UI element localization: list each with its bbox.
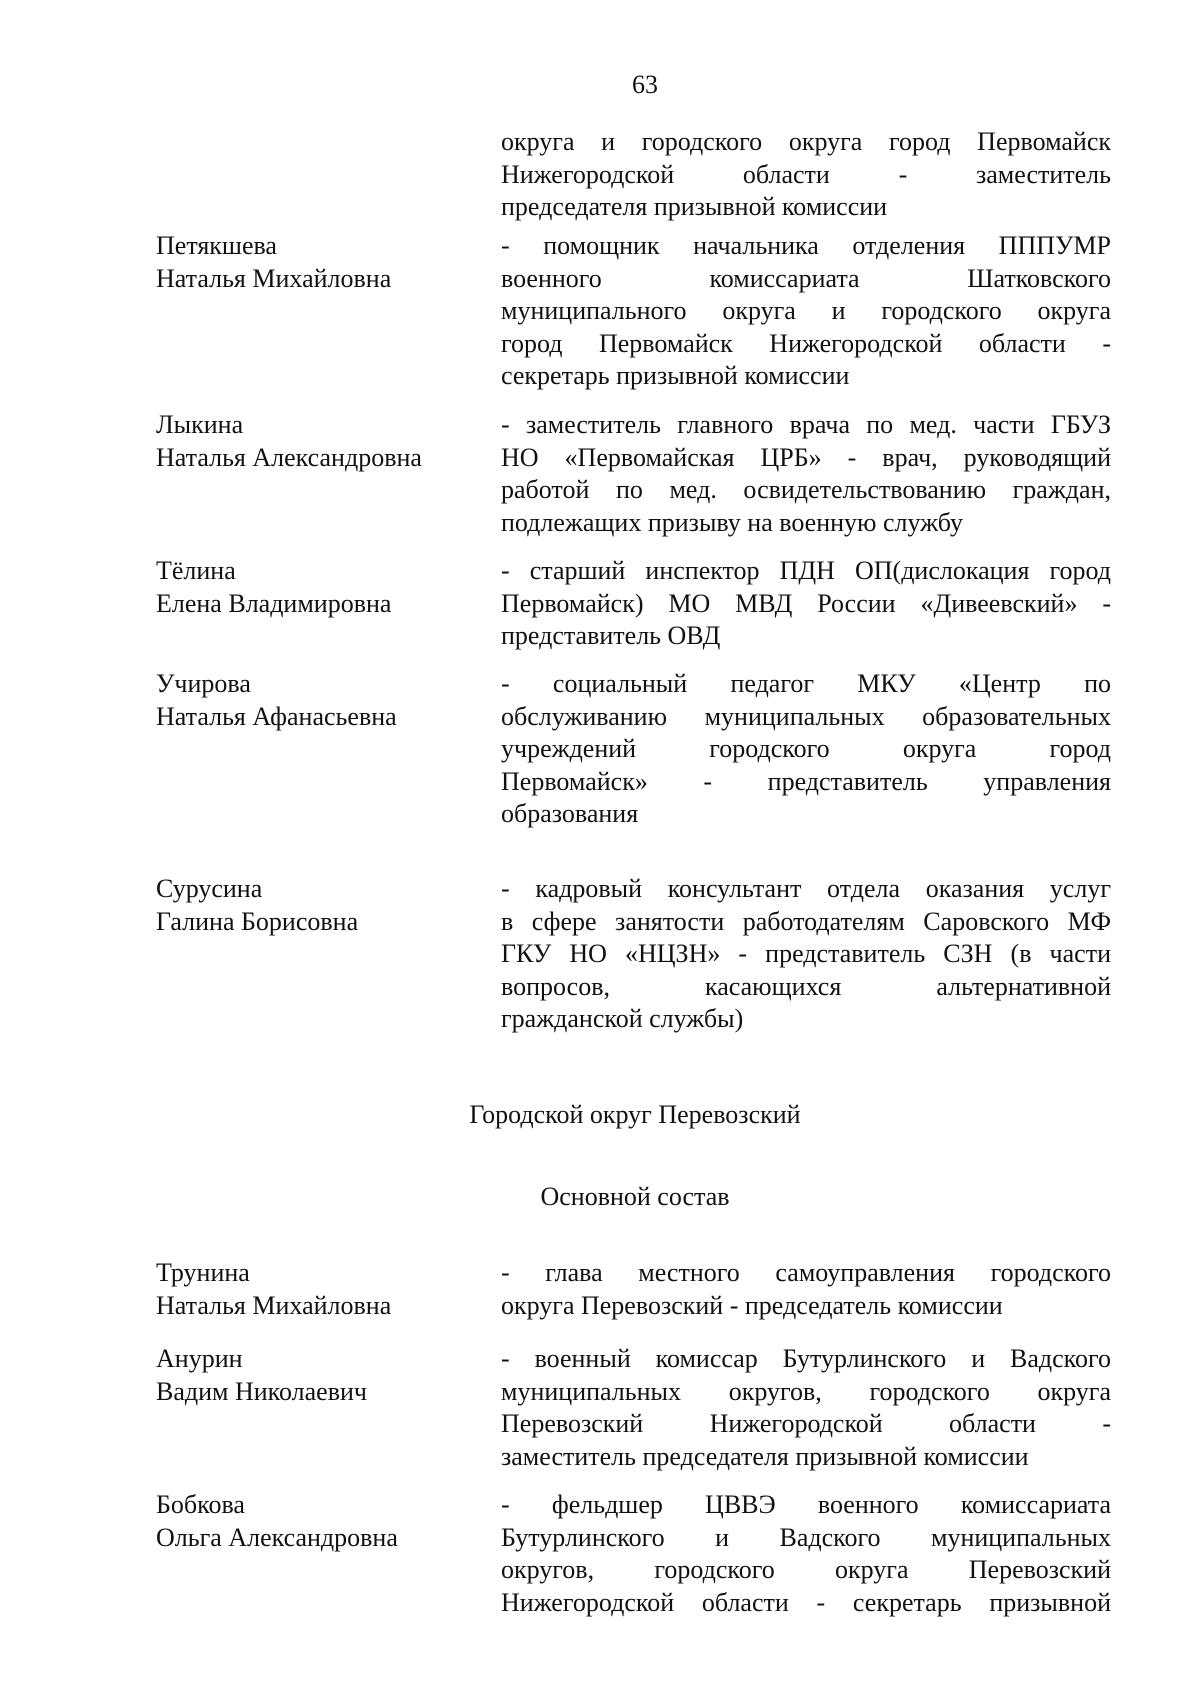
member-given-name: Ольга Александровна	[156, 1522, 398, 1552]
member-surname: Сурусина	[156, 874, 263, 903]
member-name	[156, 668, 486, 733]
description-line: - помощник начальника отделения ПППУМР	[501, 231, 1111, 260]
member-given-name: Галина Борисовна	[156, 906, 359, 936]
member-role	[501, 555, 1111, 653]
member-name	[156, 1489, 486, 1554]
member-name	[156, 873, 486, 938]
page-number: 63	[632, 70, 658, 99]
member-role	[501, 230, 1111, 393]
description-line: подлежащих призыву на военную службу	[501, 507, 963, 537]
description-line: представитель ОВД	[501, 621, 721, 650]
member-name	[156, 409, 486, 474]
description-line: ГКУ НО «НЦЗН» - представитель СЗН (в части	[501, 939, 1111, 968]
member-role	[501, 873, 1111, 1036]
member-surname: Анурин	[156, 1344, 243, 1373]
description-line: - фельдшер ЦВВЭ военного комиссариата	[501, 1490, 1111, 1519]
description-line: - военный комиссар Бутурлинского и Вадского	[501, 1344, 1111, 1373]
description-line: учреждений городского округа город	[501, 734, 1111, 763]
member-given-name: Наталья Михайловна	[156, 263, 392, 293]
member-name	[156, 555, 486, 620]
description-line: - заместитель главного врача по мед. части ГБУЗ	[501, 410, 1111, 439]
description-line: - кадровый консультант отдела оказания услуг	[501, 874, 1111, 903]
member-surname: Учирова	[156, 669, 251, 698]
description-line: заместитель председателя призывной комиссии	[501, 1441, 1029, 1471]
section-title: Городской округ Перевозский	[469, 1100, 801, 1129]
member-role	[501, 1489, 1111, 1619]
member-name	[156, 230, 486, 295]
description-line: округов, городского округа Перевозский	[501, 1555, 1111, 1584]
member-surname: Бобкова	[156, 1490, 245, 1519]
description-line: муниципального округа и городского округа	[501, 296, 1111, 325]
description-line: округа Перевозский - председатель комиссии	[501, 1290, 1003, 1320]
description-line: Нижегородской области - заместитель	[501, 159, 1111, 189]
description-line: город Первомайск Нижегородской области -	[501, 328, 1111, 358]
continuation-description	[501, 126, 1111, 224]
description-line: обслуживанию муниципальных образовательных	[501, 701, 1111, 731]
description-line: секретарь призывной комиссии	[501, 361, 850, 390]
member-given-name: Наталья Александровна	[156, 442, 422, 472]
description-line: НО «Первомайская ЦРБ» - врач, руководящий	[501, 442, 1111, 472]
description-line: муниципальных округов, городского округа	[501, 1376, 1111, 1406]
member-given-name: Наталья Михайловна	[156, 1290, 392, 1320]
description-line: - социальный педагог МКУ «Центр по	[501, 669, 1111, 698]
description-line: - глава местного самоуправления городского	[501, 1258, 1111, 1287]
description-line: Первомайск» - представитель управления	[501, 766, 1111, 796]
member-surname: Тёлина	[156, 556, 236, 585]
member-role	[501, 1343, 1111, 1473]
member-role	[501, 1257, 1111, 1322]
member-role	[501, 668, 1111, 831]
member-given-name: Вадим Николаевич	[156, 1376, 367, 1406]
description-line: Перевозский Нижегородской области -	[501, 1409, 1111, 1438]
description-line: военного комиссариата Шатковского	[501, 263, 1111, 293]
description-line: - старший инспектор ПДН ОП(дислокация город	[501, 556, 1111, 585]
member-surname: Лыкина	[156, 410, 244, 439]
description-line: председателя призывной комиссии	[501, 192, 888, 221]
member-surname: Трунина	[156, 1258, 250, 1287]
member-given-name: Елена Владимировна	[156, 588, 392, 618]
description-line: образования	[501, 799, 639, 828]
description-line: Бутурлинского и Вадского муниципальных	[501, 1522, 1111, 1552]
description-line: Нижегородской области - секретарь призывной	[501, 1587, 1111, 1617]
description-line: в сфере занятости работодателям Саровского МФ	[501, 906, 1111, 936]
member-given-name: Наталья Афанасьевна	[156, 701, 397, 731]
member-name	[156, 1257, 486, 1322]
description-line: работой по мед. освидетельствованию граждан,	[501, 475, 1111, 504]
member-surname: Петякшева	[156, 231, 277, 260]
description-line: гражданской службы)	[501, 1004, 744, 1033]
member-name	[156, 1343, 486, 1408]
description-line: Первомайск) МО МВД России «Дивеевский» -	[501, 588, 1111, 618]
subsection-title: Основной состав	[540, 1182, 730, 1211]
description-line: вопросов, касающихся альтернативной	[501, 971, 1111, 1001]
member-role	[501, 409, 1111, 539]
description-line: округа и городского округа город Первомайск	[501, 127, 1111, 156]
